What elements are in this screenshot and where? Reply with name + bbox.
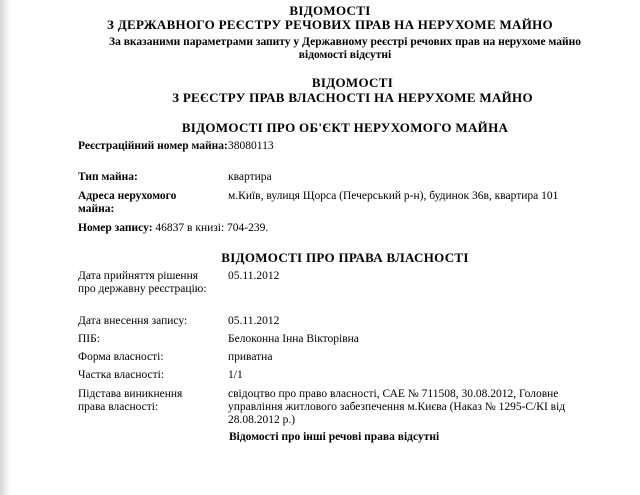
address-value: м.Київ, вулиця Щорса (Печерський р-н), будинок 36в, квартира 101 bbox=[228, 190, 559, 202]
registry-section-title-line1: ВІДОМОСТІ bbox=[311, 75, 394, 90]
record-number-line bbox=[78, 222, 268, 235]
document-title-line1: ВІДОМОСТІ bbox=[289, 3, 371, 18]
entry-date-value: 05.11.2012 bbox=[228, 315, 280, 327]
rights-section-title: ВІДОМОСТІ ПРО ПРАВА ВЛАСНОСТІ bbox=[221, 250, 469, 265]
ownership-form-value: приватна bbox=[228, 351, 273, 363]
ownership-share-label: Частка власності: bbox=[78, 369, 165, 381]
property-type-value: квартира bbox=[228, 171, 272, 183]
ownership-basis-label: Підстава виникнення права власності: bbox=[78, 388, 183, 413]
document-title-line2: З ДЕРЖАВНОГО РЕЄСТРУ РЕЧОВИХ ПРАВ НА НЕРУХОМЕ МАЙНО bbox=[107, 17, 553, 32]
ownership-share-value: 1/1 bbox=[228, 369, 243, 381]
owner-name-value: Белоконна Інна Вікторівна bbox=[228, 333, 359, 345]
registry-section-title-line2: З РЕЄСТРУ ПРАВ ВЛАСНОСТІ НА НЕРУХОМЕ МАЙНО bbox=[172, 90, 533, 105]
query-result-line2: відомості відсутні bbox=[298, 49, 392, 61]
decision-date-value: 05.11.2012 bbox=[228, 270, 280, 282]
property-type-label: Тип майна: bbox=[78, 171, 138, 183]
ownership-basis-value: свідоцтво про право власності, САЕ № 711508, 30.08.2012, Головне управління житлового забезпечення м.Києва (Наказ № 1295-С/КІ від 28.08.2012 р.) bbox=[228, 388, 566, 426]
other-rights-note: Відомості про інші речові права відсутні bbox=[229, 431, 440, 443]
ownership-form-label: Форма власності: bbox=[78, 351, 164, 363]
owner-name-label: ПІБ: bbox=[78, 333, 100, 345]
decision-date-label: Дата прийняття рішення про державну реєстрацію: bbox=[78, 270, 207, 295]
reg-number-value: 38080113 bbox=[228, 140, 274, 152]
entry-date-label: Дата внесення запису: bbox=[78, 315, 188, 327]
record-number-value: 46837 в книзі: 704-239. bbox=[152, 222, 269, 234]
object-section-title: ВІДОМОСТІ ПРО ОБ'ЄКТ НЕРУХОМОГО МАЙНА bbox=[181, 120, 509, 135]
address-label: Адреса нерухомого майна: bbox=[78, 190, 177, 215]
reg-number-label: Реєстраційний номер майна: bbox=[78, 140, 228, 152]
query-result-line1: За вказаними параметрами запиту у Державному реєстрі речових прав на нерухоме майно bbox=[109, 36, 581, 48]
record-number-label: Номер запису: bbox=[78, 222, 153, 234]
